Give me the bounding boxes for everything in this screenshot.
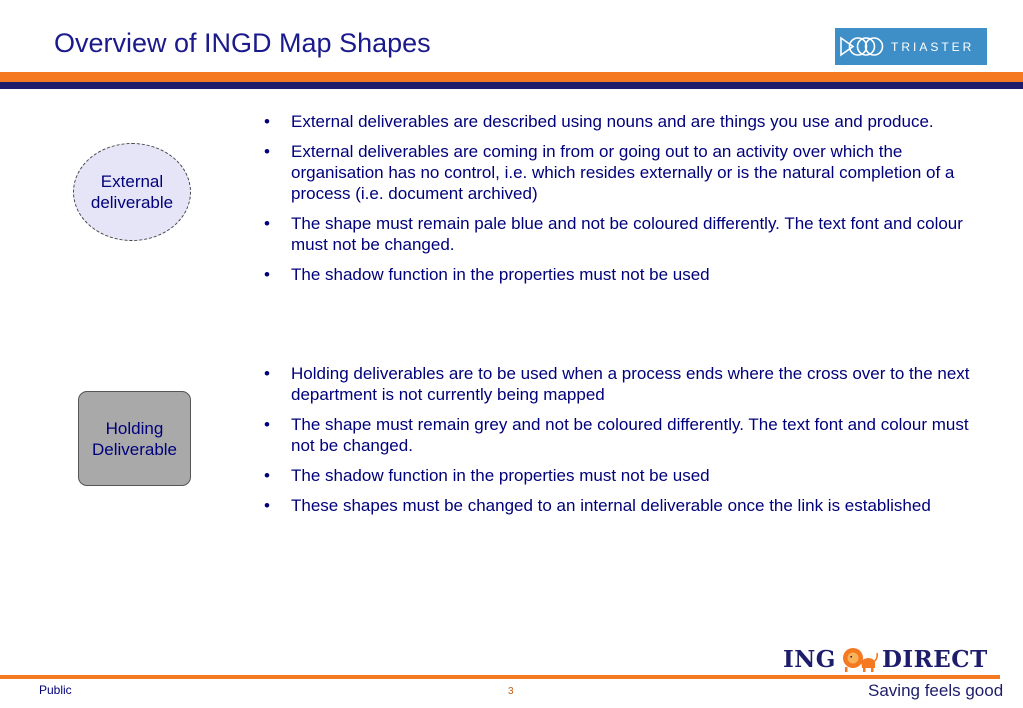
ing-direct-logo (783, 644, 988, 674)
triaster-logo (835, 28, 987, 65)
bullet-item: • Holding deliverables are to be used when a process ends where the cross over to the next department is not currently being mapped (262, 363, 974, 405)
external-deliverables-bullets (262, 111, 974, 294)
bullet-item: • These shapes must be changed to an internal deliverable once the link is established (262, 495, 974, 516)
bullet-item: • External deliverables are coming in from or going out to an activity over which the organisation has no control, i.e. which resides externally or is the natural completion of a process (i.e. document archived) (262, 141, 974, 204)
bullet-item: • The shape must remain grey and not be coloured differently. The text font and colour must not be changed. (262, 414, 974, 456)
lion-icon (839, 645, 879, 673)
bullet-item: • The shadow function in the properties must not be used (262, 465, 974, 486)
triaster-logo-text: TRIASTER (891, 39, 975, 54)
holding-deliverables-bullets (262, 363, 974, 525)
page-number: 3 (508, 686, 514, 697)
direct-logo-text: DIRECT (881, 645, 988, 673)
triaster-mark-icon (835, 28, 887, 65)
footer-orange-bar (0, 675, 1000, 679)
header-navy-bar (0, 82, 1023, 89)
ing-slogan: Saving feels good (868, 681, 1004, 700)
external-deliverable-shape (73, 143, 191, 241)
ing-logo-text: ING (783, 645, 836, 673)
holding-deliverable-shape (78, 391, 191, 486)
bullet-item: • The shape must remain pale blue and not be coloured differently. The text font and colour must not be changed. (262, 213, 974, 255)
bullet-item: • External deliverables are described using nouns and are things you use and produce. (262, 111, 974, 132)
external-deliverable-label: External deliverable (90, 172, 174, 212)
holding-deliverable-label: Holding Deliverable (91, 418, 178, 459)
header-orange-bar (0, 72, 1023, 82)
slide-title: Overview of INGD Map Shapes (54, 28, 431, 58)
classification-label: Public (39, 683, 72, 697)
bullet-item: • The shadow function in the properties must not be used (262, 264, 974, 285)
